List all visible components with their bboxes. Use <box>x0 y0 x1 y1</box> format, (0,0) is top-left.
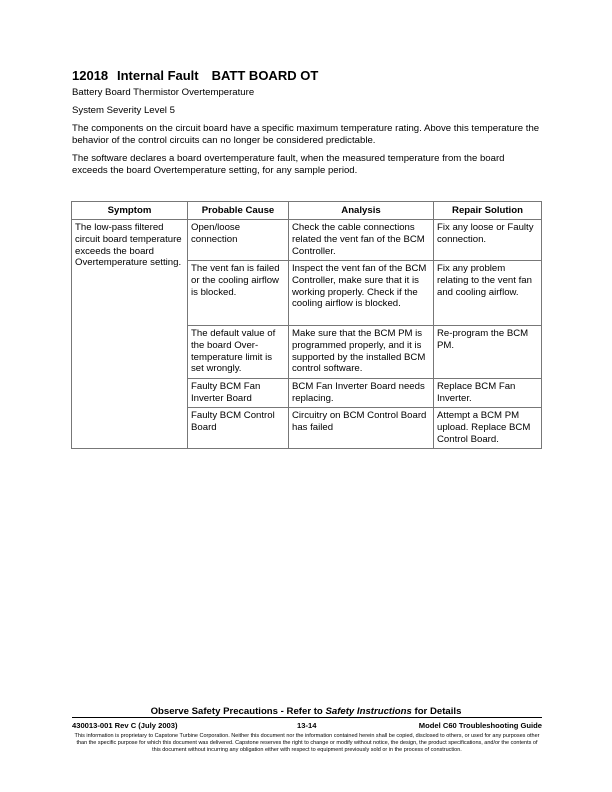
solution-cell: Re-program the BCM PM. <box>434 326 542 379</box>
safety-suffix: for Details <box>414 706 462 717</box>
fault-short-name: BATT BOARD OT <box>211 68 319 83</box>
analysis-cell: Check the cable connections related the vent fan of the BCM Controller. <box>289 220 434 261</box>
severity-level: System Severity Level 5 <box>72 105 175 116</box>
solution-cell: Replace BCM Fan Inverter. <box>434 379 542 408</box>
safety-instructions-reference: Safety Instructions <box>325 706 412 717</box>
table-row <box>72 220 542 261</box>
safety-notice <box>0 706 612 717</box>
header-repair-solution: Repair Solution <box>434 202 542 220</box>
proprietary-notice: This information is proprietary to Capstone Turbine Corporation. Neither this document nor the information contained herein shall be copied, disclosed to others, or used for any purposes other than the specific purpose for which this document was delivered. Capstone reserves the right to change or modify without notice, the design, the product specifications, and/or the contents of this document without incurring any obligation either with respect to equipment previously sold or in the process of construction. <box>74 733 540 753</box>
document-number: 430013-001 Rev C (July 2003) <box>72 721 178 730</box>
header-symptom: Symptom <box>72 202 188 220</box>
page-number: 13-14 <box>297 721 317 730</box>
footer-divider <box>72 717 542 718</box>
cause-cell: Faulty BCM Fan Inverter Board <box>188 379 289 408</box>
fault-name: Internal Fault <box>117 68 199 83</box>
analysis-cell: Inspect the vent fan of the BCM Controller, make sure that it is working properly. Check if the cooling airflow is blocked. <box>289 261 434 326</box>
symptom-cell: The low-pass filtered circuit board temperature exceeds the board Overtemperature setting. <box>72 220 188 449</box>
solution-cell: Fix any problem relating to the vent fan and cooling airflow. <box>434 261 542 326</box>
solution-cell: Attempt a BCM PM upload. Replace BCM Control Board. <box>434 408 542 449</box>
cause-cell: The vent fan is failed or the cooling airflow is blocked. <box>188 261 289 326</box>
guide-title: Model C60 Troubleshooting Guide <box>418 721 542 730</box>
cause-cell: The default value of the board Over-temperature limit is set wrongly. <box>188 326 289 379</box>
header-probable-cause: Probable Cause <box>188 202 289 220</box>
description-paragraph-1: The components on the circuit board have a specific maximum temperature rating. Above this temperature the behavior of the control circuits can no longer be considered predictable. <box>72 123 540 146</box>
table-header-row <box>72 202 542 220</box>
analysis-cell: Make sure that the BCM PM is programmed properly, and it is supported by the installed BCM control software. <box>289 326 434 379</box>
analysis-cell: BCM Fan Inverter Board needs replacing. <box>289 379 434 408</box>
troubleshooting-table <box>71 201 542 449</box>
cause-cell: Faulty BCM Control Board <box>188 408 289 449</box>
fault-heading <box>72 68 318 83</box>
analysis-cell: Circuitry on BCM Control Board has failed <box>289 408 434 449</box>
solution-cell: Fix any loose or Faulty connection. <box>434 220 542 261</box>
cause-cell: Open/loose connection <box>188 220 289 261</box>
fault-subtitle: Battery Board Thermistor Overtemperature <box>72 87 255 98</box>
safety-prefix: Observe Safety Precautions - Refer to <box>150 706 323 717</box>
header-analysis: Analysis <box>289 202 434 220</box>
description-paragraph-2: The software declares a board overtemperature fault, when the measured temperature from the board exceeds the board Overtemperature setting, for any sample period. <box>72 153 505 176</box>
fault-code: 12018 <box>72 68 109 83</box>
